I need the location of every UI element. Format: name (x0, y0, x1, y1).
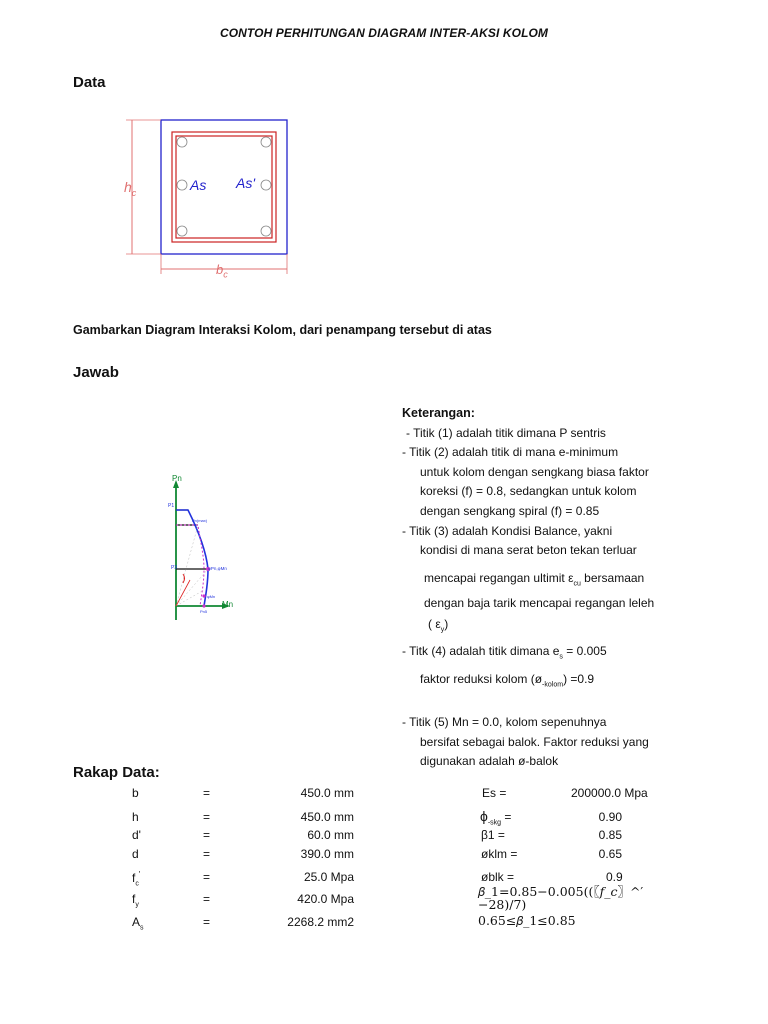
diagram-phi-small-label: φMn (207, 594, 216, 599)
diagram-y-axis-label: Pn (172, 474, 182, 483)
rakap-equals: = (203, 847, 211, 861)
diagram-p1-label: P1 (168, 503, 175, 509)
section-heading-data: Data (73, 74, 106, 91)
rakap-equals: = (203, 870, 211, 884)
keterangan-point-4a: - Titk (4) adalah titik dimana $e_s = 0.005$ (402, 644, 607, 661)
hc-label: $h_c$ (124, 179, 137, 198)
rakap-symbol: $f_c'$ (132, 870, 141, 888)
es-value: 200000.0 Mpa (571, 786, 648, 800)
keterangan-point-3b: kondisi di mana serat beton tekan terluar (420, 543, 637, 558)
rakap-value: 450.0 mm (300, 786, 354, 800)
keterangan-point-5a: - Titik (5) Mn = 0.0, kolom sepenuhnya (402, 715, 607, 730)
keterangan-block (402, 404, 762, 772)
rakap-equals: = (203, 915, 211, 929)
rakap-symbol: $A_s$ (132, 915, 144, 932)
keterangan-point-2d: dengan sengkang spiral (f) = 0.85 (420, 503, 600, 518)
rakap-equals: = (203, 892, 211, 906)
keterangan-point-3a: - Titik (3) adalah Kondisi Balance, yakni (402, 523, 613, 538)
rebar-mr (261, 180, 271, 190)
phi-klm-value: 0.65 (598, 847, 622, 861)
section-heading-rakap: Rakap Data: (73, 764, 160, 781)
rakap-equals: = (203, 786, 211, 800)
diagram-p2-label: Pn(max) (192, 518, 208, 523)
rakap-symbol: h (132, 810, 139, 824)
keterangan-point-3c: mencapai regangan ultimit $\varepsilon_{cu}$ bersamaan (424, 570, 645, 588)
keterangan-point-2c: koreksi (f) = 0.8, sedangkan untuk kolom (420, 484, 637, 499)
beta1-label: β1 = (481, 828, 505, 842)
rakap-equals: = (203, 810, 211, 824)
diagram-x-axis-label: Mn (222, 600, 234, 609)
rakap-value: 60.0 mm (307, 828, 354, 842)
rebar-tr (261, 137, 271, 147)
phi-klm-label: øklm = (481, 847, 518, 861)
section-outline (161, 120, 287, 254)
page-title: CONTOH PERHITUNGAN DIAGRAM INTER-AKSI KOLOM (219, 26, 549, 40)
beta1-formula-line2: −28)/7) (478, 897, 527, 912)
phi-skg-label: $\phi_{-skg}$ = (480, 808, 512, 827)
keterangan-point-1: - Titik (1) adalah titik dimana P sentris (406, 425, 606, 440)
rakap-value: 25.0 Mpa (303, 870, 354, 884)
rakap-symbol: d (132, 847, 139, 861)
diagram-phi-label: φPn,φMn (208, 566, 227, 571)
rakap-symbol: d' (132, 828, 141, 842)
keterangan-point-2b: untuk kolom dengan sengkang biasa faktor (420, 464, 649, 479)
beta1-limits-formula: 0.65≤𝛽_1≤0.85 (478, 913, 576, 928)
diagram-p5-label: Pn5 (200, 609, 208, 614)
diagram-p3-label: P3 (171, 565, 178, 571)
phi-blk-value: 0.9 (606, 870, 623, 884)
keterangan-point-4b: faktor reduksi kolom $(ø_{-kolom}) =0.9$ (420, 672, 595, 689)
beta1-formula-line1: 𝛽_1=0.85−0.005((〖𝑓_𝑐〗^′ (478, 884, 644, 899)
rakap-symbol: $f_y$ (132, 892, 139, 909)
es-label: Es = (482, 786, 507, 800)
keterangan-point-3d: dengan baja tarik mencapai regangan leleh (424, 595, 655, 610)
keterangan-point-5b: bersifat sebagai balok. Faktor reduksi yang (420, 734, 649, 749)
rebar-bl (177, 226, 187, 236)
rebar-tl (177, 137, 187, 147)
rakap-value: 390.0 mm (300, 847, 354, 861)
beta1-value: 0.85 (598, 828, 622, 842)
section-heading-jawab: Jawab (73, 364, 119, 381)
bc-label: $b_c$ (216, 262, 228, 280)
phi-skg-value: 0.90 (598, 810, 622, 824)
stirrup-outer (172, 132, 276, 242)
rakap-equals: = (203, 828, 211, 842)
as-prime-label: As' (236, 175, 256, 191)
phi-blk-label: øblk = (481, 870, 515, 884)
rebar-ml (177, 180, 187, 190)
rakap-value: 450.0 mm (300, 810, 354, 824)
rakap-value: 420.0 Mpa (297, 892, 354, 906)
keterangan-point-3e: ( $\varepsilon_y$) (428, 617, 449, 634)
question-text: Gambarkan Diagram Interaksi Kolom, dari penampang tersebut di atas (73, 323, 492, 337)
keterangan-point-5c: digunakan adalah ø-balok (420, 754, 559, 769)
as-label: As (190, 177, 207, 193)
rebar-br (261, 226, 271, 236)
keterangan-point-2a: - Titik (2) adalah titik di mana e-minimum (402, 445, 619, 460)
rakap-symbol: b (132, 786, 139, 800)
keterangan-heading: Keterangan: (402, 406, 475, 420)
rakap-value: 2268.2 mm2 (287, 915, 354, 929)
column-section-figure (118, 112, 298, 282)
